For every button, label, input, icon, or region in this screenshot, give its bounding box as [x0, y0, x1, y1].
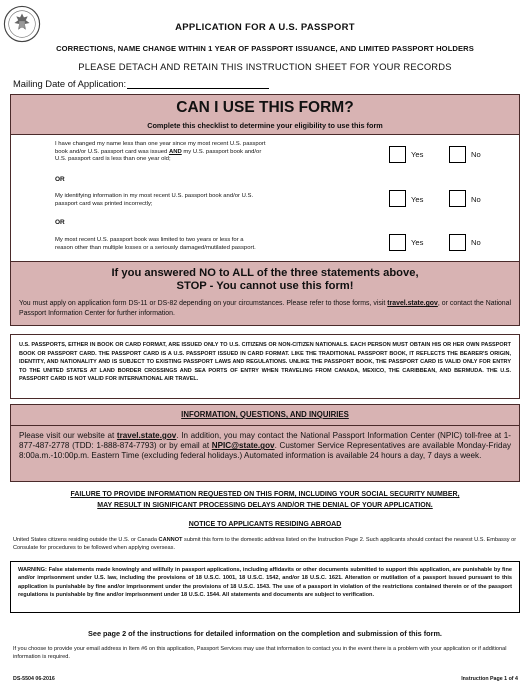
or-separator: OR — [55, 219, 65, 226]
mailing-date-field[interactable] — [127, 79, 269, 89]
failure-line: MAY RESULT IN SIGNIFICANT PROCESSING DELAYS AND/OR THE DENIAL OF YOUR APPLICATION. — [97, 501, 433, 509]
statement-3-no-checkbox[interactable] — [449, 234, 466, 251]
form-title: APPLICATION FOR A U.S. PASSPORT — [175, 22, 355, 33]
stop-heading-line: If you answered NO to ALL of the three statements above, — [111, 267, 419, 279]
notice-text: submit this form to the domestic address listed on the Instruction Page 2. Such applicants should contact the nearest U.S. Embassy or Consulate for procedures to be followed when applying overseas. — [13, 537, 517, 552]
info-text: . Customer Service Representatives are available Monday-Friday 8:00a.m.-10:00p.m. Eastern Time (excluding federal holidays.) Automated information is available 24 hours a day, 7 days a week. — [19, 441, 511, 461]
stop-heading-line: STOP - You cannot use this form! — [176, 280, 354, 292]
travel-state-gov-link[interactable]: travel.state.gov — [116, 431, 177, 440]
statement-3-yes-checkbox[interactable] — [389, 234, 406, 251]
statement-2-no-checkbox[interactable] — [449, 190, 466, 207]
statement-emphasis: AND — [168, 148, 182, 155]
yes-label: Yes — [411, 150, 424, 159]
stop-body-text: , or contact the National Passport Information Center for further information. — [19, 300, 512, 317]
detach-notice: PLEASE DETACH AND RETAIN THIS INSTRUCTION SHEET FOR YOUR RECORDS — [78, 61, 452, 72]
or-separator: OR — [55, 176, 65, 183]
notice-abroad-body — [13, 536, 520, 552]
see-page-note: See page 2 of the instructions for detailed information on the completion and submission of this form. — [88, 629, 442, 638]
checklist-statement-3 — [55, 237, 317, 252]
no-label: No — [471, 150, 481, 159]
information-box — [10, 404, 520, 482]
passport-notice-text: U.S. PASSPORTS, EITHER IN BOOK OR CARD FORMAT, ARE ISSUED ONLY TO U.S. CITIZENS OR NON-CITIZEN NATIONALS. EACH PERSON MUST OBTAIN HIS OR HER OWN PASSPORT BOOK OR PASSPORT CARD. THE PASSPORT CARD IS A U.S. PASSPORT ISSUED IN CARD FORMAT. LIKE THE TRADITIONAL PASSPORT BOOK, IT REFLECTS THE BEARER'S ORIGIN, IDENTITY, AND NATIONALITY AND IS SUBJECT TO EXISTING PASSPORT LAWS AND REGULATIONS. UNLIKE THE PASSPORT BOOK, THE PASSPORT CARD IS VALID ONLY FOR ENTRY TO THE UNITED STATES AT LAND BORDER CROSSINGS AND SEA PORTS OF ENTRY WHEN TRAVELING FROM CANADA, MEXICO, THE CARIBBEAN, AND BERMUDA. THE U.S. PASSPORT CARD IS NOT VALID FOR INTERNATIONAL AIR TRAVEL. — [19, 342, 511, 383]
warning-text: WARNING: False statements made knowingly and willfully in passport applications, including affidavits or other documents submitted to support this application, are punishable by fine and/or imprisonment under U.S. law, including the provisions of 18 U.S.C. 1001, 18 U.S.C. 1542, and/or 18 U.S.C. 1621. Alteration or mutilation of a passport issued pursuant to this application is punishable by fine and/or imprisonment under the provisions of 18 U.S.C. 1543. The use of a passport in violation of the restrictions contained therein or of the passport regulations is punishable by fine and/or imprisonment under 18 U.S.C. 1544. All statements and documents are subject to verification. — [18, 567, 512, 599]
failure-notice — [0, 490, 530, 511]
no-label: No — [471, 195, 481, 204]
eligibility-checklist — [10, 134, 520, 262]
mailing-date-row — [13, 78, 269, 89]
statement-text: my U.S. passport book and/or — [181, 148, 262, 155]
eligibility-header — [10, 94, 520, 134]
notice-emphasis: CANNOT — [158, 537, 183, 543]
stop-body — [19, 299, 511, 319]
passport-eligibility-notice — [10, 334, 520, 399]
statement-1-yes-checkbox[interactable] — [389, 146, 406, 163]
stop-notice-box — [10, 262, 520, 326]
yes-label: Yes — [411, 195, 424, 204]
divider — [11, 425, 519, 426]
statement-line: passport card was printed incorrectly; — [55, 200, 153, 207]
statement-line: My most recent U.S. passport book was limited to two years or less for a — [55, 237, 244, 243]
no-label: No — [471, 238, 481, 247]
form-subtitle: CORRECTIONS, NAME CHANGE WITHIN 1 YEAR OF PASSPORT ISSUANCE, AND LIMITED PASSPORT HOLDERS — [56, 44, 474, 53]
notice-text: United States citizens residing outside the U.S. or Canada — [13, 537, 159, 543]
statement-line: My identifying information in my most recent U.S. passport book and/or U.S. — [55, 193, 254, 199]
eligibility-subtitle: Complete this checklist to determine your eligibility to use this form — [147, 121, 383, 130]
info-text: Please visit our website at — [19, 431, 117, 440]
statement-text: book and/or U.S. passport card was issued — [55, 148, 169, 155]
stop-heading — [11, 267, 519, 293]
failure-line: FAILURE TO PROVIDE INFORMATION REQUESTED ON THIS FORM, INCLUDING YOUR SOCIAL SECURITY NUMBER, — [70, 491, 460, 498]
notice-abroad-title: NOTICE TO APPLICANTS RESIDING ABROAD — [188, 521, 342, 528]
email-note: If you choose to provide your email address in Item #6 on this application, Passport Services may use that information to contact you in the event there is a problem with your application or if additional information is required. — [13, 646, 507, 660]
mailing-date-label: Mailing Date of Application: — [13, 78, 127, 89]
checklist-statement-2 — [55, 193, 317, 208]
information-body — [19, 431, 511, 462]
information-title: INFORMATION, QUESTIONS, AND INQUIRIES — [181, 410, 349, 419]
info-text: . In addition, you may contact the National Passport Information Center (NPIC) toll-free at 1-877-487-2778 (TDD: 1-888-874-7793) or by email at — [19, 431, 511, 451]
npic-email-link[interactable]: NPIC@state.gov — [211, 441, 275, 451]
statement-line: I have changed my name less than one year since my most recent U.S. passport — [55, 141, 266, 147]
page-number: Instruction Page 1 of 4 — [461, 676, 518, 682]
statement-line: reason other than multiple losses or a seriously damaged/mutilated passport. — [55, 244, 256, 251]
stop-body-text: You must apply on application form DS-11 or DS-82 depending on your circumstances. Please refer to those forms, visit — [19, 300, 388, 307]
checklist-statement-1 — [55, 141, 317, 164]
yes-label: Yes — [411, 238, 424, 247]
statement-1-no-checkbox[interactable] — [449, 146, 466, 163]
travel-state-gov-link[interactable]: travel.state.gov — [387, 300, 438, 307]
warning-box — [10, 561, 520, 613]
statement-2-yes-checkbox[interactable] — [389, 190, 406, 207]
statement-line: U.S. passport card is less than one year old; — [55, 156, 171, 163]
eligibility-title: CAN I USE THIS FORM? — [176, 99, 354, 116]
form-number: DS-5504 06-2016 — [13, 676, 55, 682]
statement-line — [55, 149, 317, 157]
